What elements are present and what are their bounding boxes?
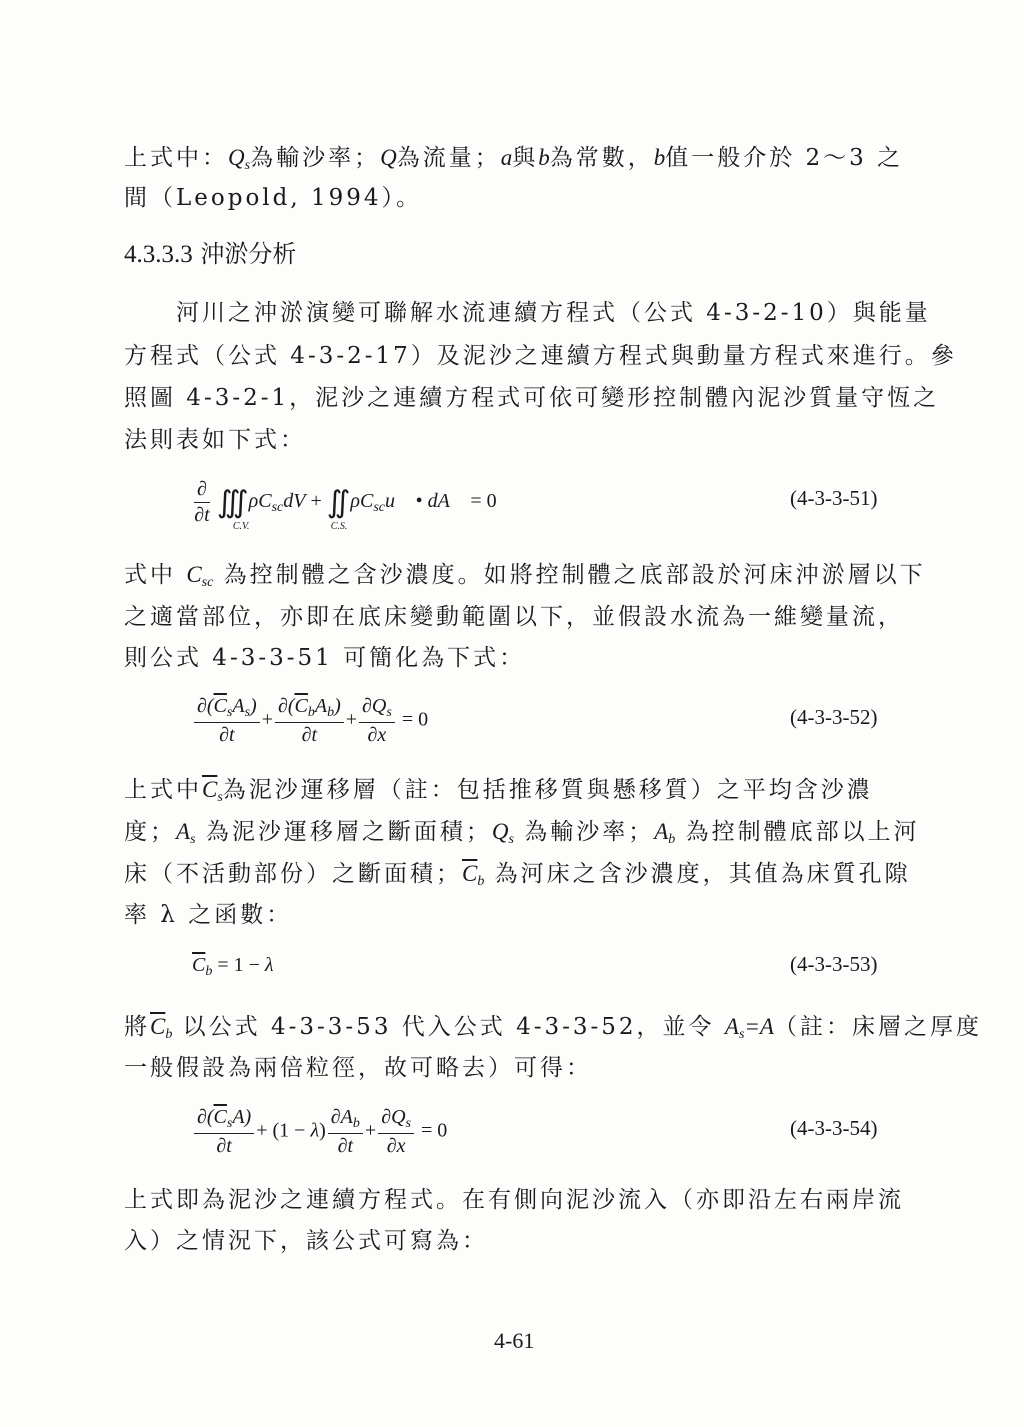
para5-line2: 一般假設為兩倍粒徑，故可略去）可得：: [124, 1055, 592, 1081]
text: 為輸沙率；: [524, 819, 655, 845]
para3-line2: 之適當部位，亦即在底床變動範圍以下，並假設水流為一維變量流，: [124, 604, 904, 630]
para4-line1: [124, 775, 873, 813]
var-cs-bar: $\overline{C}_s$: [202, 777, 223, 805]
text: 為常數，: [549, 145, 654, 171]
equation-number: (4-3-3-53): [790, 952, 878, 976]
var-csc: $C_{sc}$: [186, 562, 214, 590]
para6-line2: 入）之情況下，該公式可寫為：: [124, 1228, 488, 1254]
para4-line3: [124, 859, 911, 897]
var-a: a: [500, 145, 513, 170]
var-qs: $Q_s$: [228, 145, 251, 173]
text: 為河床之含沙濃度，其值為床質孔隙: [494, 861, 911, 887]
text: 值一般介於 2～3 之: [665, 145, 904, 171]
para1-line1: [124, 143, 903, 181]
para3-line1: [124, 560, 926, 598]
equation-number: (4-3-3-51): [790, 486, 878, 510]
text: 為控制體底部以上河: [685, 819, 920, 845]
equation-number: (4-3-3-54): [790, 1116, 878, 1140]
text: 上式中：: [124, 145, 228, 171]
var-cb-bar: $\overline{C}_b$: [150, 1014, 173, 1042]
para4-line4: 率 λ 之函數：: [124, 902, 293, 928]
var-b: b: [653, 145, 666, 170]
var-as: $A_s$: [176, 819, 196, 847]
var-ab: $A_b$: [654, 819, 676, 847]
para4-line2: [124, 817, 920, 855]
section-number: 4.3.3.3: [124, 241, 193, 268]
para6-line1: 上式即為泥沙之連續方程式。在有側向泥沙流入（亦即沿左右兩岸流: [124, 1187, 904, 1213]
text: 為控制體之含沙濃度。如將控制體之底部設於河床沖淤層以下: [213, 562, 926, 588]
section-title: 沖淤分析: [200, 240, 297, 268]
para3-line3: 則公式 4-3-3-51 可簡化為下式：: [124, 645, 526, 671]
text: 將: [124, 1014, 150, 1040]
text: 為泥沙運移層之斷面積；: [205, 819, 492, 845]
para2-line3: 照圖 4-3-2-1，泥沙之連續方程式可依可變形控制體內泥沙質量守恆之: [124, 385, 940, 411]
equation-52: $\frac{\partial(\overline{C}_sA_s)}{\partial t}$ + $\frac{\partial(\overline{C}_bA_b)}{\partial t}$ + $\frac{\partial Q_s}{\partial x}$ = 0: [192, 695, 428, 747]
equation-51: $\frac{\partial}{\partial t}$ ∭ C.V. $\rho C_{sc}dV$ + ∬ C.S. $\rho C_{sc}u⃗$ • dA⃗ = 0: [194, 478, 497, 532]
text: 為輸沙率；: [250, 145, 381, 171]
section-heading: [124, 238, 296, 271]
text: 為流量；: [396, 145, 501, 171]
var-b: b: [538, 145, 550, 170]
cv-label: C.V.: [232, 521, 250, 532]
equation-number: (4-3-3-52): [790, 705, 878, 729]
page-number: 4-61: [494, 1328, 535, 1353]
text: 為泥沙運移層（註：包括推移質與懸移質）之平均含沙濃: [222, 777, 873, 803]
var-as-eq-a: $A_s=A$: [724, 1014, 774, 1042]
cs-label: C.S.: [330, 521, 348, 532]
para2-line1: 河川之沖淤演變可聯解水流連續方程式（公式 4-3-2-10）與能量: [124, 300, 931, 326]
text: 與: [512, 145, 539, 171]
text: 以公式 4-3-3-53 代入公式 4-3-3-52，並令: [182, 1014, 725, 1040]
text: 上式中: [124, 777, 202, 803]
text: （註：床層之厚度: [773, 1014, 982, 1040]
para5-line1: [124, 1012, 982, 1050]
var-cb-bar: $\overline{C}_b$: [462, 861, 485, 889]
para2-line4: 法則表如下式：: [124, 427, 306, 453]
var-qs: $Q_s$: [491, 819, 514, 847]
text: 式中: [124, 562, 187, 588]
equation-53: $\overline{C}_b = 1 - \lambda$: [192, 954, 274, 979]
text: 床（不活動部份）之斷面積；: [124, 861, 462, 887]
var-q: Q: [380, 145, 397, 170]
text: 度；: [124, 819, 176, 845]
equation-54: $\frac{\partial(\overline{C}_sA)}{\partial t}$ + (1 − λ) $\frac{\partial A_b}{\partial t}$ + $\frac{\partial Q_s}{\partial x}$ = 0: [192, 1106, 447, 1158]
para2-line2: 方程式（公式 4-3-2-17）及泥沙之連續方程式與動量方程式來進行。參: [124, 343, 957, 369]
para1-line2: 間（Leopold, 1994）。: [124, 185, 423, 211]
